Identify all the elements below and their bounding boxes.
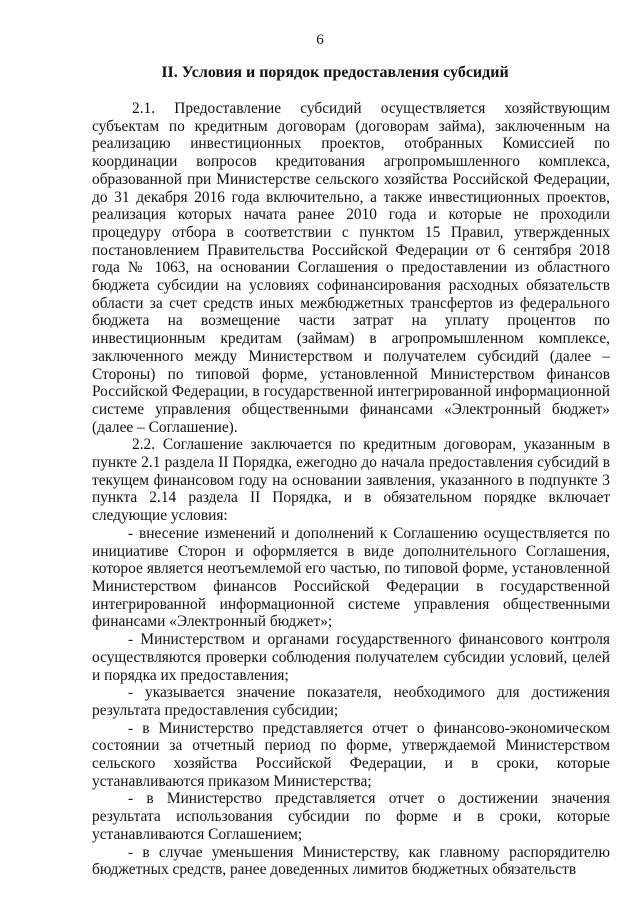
paragraph-clause-2-2: 2.2. Соглашение заключается по кредитным договорам, указанным в пункте 2.1 раздела II Порядка, ежегодно до начала предоставления субсидий в текущем финансовом году на основании заявления, указанного в подпункте 3 пункта 2.14 раздела II Порядка, и в обязательном порядке включает следующие условия: (92, 436, 610, 525)
list-item: - в случае уменьшения Министерству, как главному распорядителю бюджетных средств, ранее доведенных лимитов бюджетных обязательств (92, 843, 610, 879)
section-title: II. Условия и порядок предоставления субсидий (161, 64, 509, 81)
list-item: - Министерством и органами государственного финансового контроля осуществляются проверки соблюдения получателем субсидии условий, целей и порядка их предоставления; (92, 631, 610, 684)
paragraph-clause-2-1: 2.1. Предоставление субсидий осуществляется хозяйствующим субъектам по кредитным договорам (договорам займа), заключенным на реализацию инвестиционных проектов, отобранных Комиссией по координации вопросов кредитования агропромышленного комплекса, образованной при Министерстве сельского хозяйства Российской Федерации, до 31 декабря 2016 года включительно, а также инвестиционных проектов, реализация которых начата ранее 2010 года и которые не проходили процедуру отбора в соответствии с пунктом 15 Правил, утвержденных постановлением Правительства Российской Федерации от 6 сентября 2018 года № 1063, на основании Соглашения о предоставлении из областного бюджета субсидии на условиях софинансирования расходных обязательств области за счет средств иных межбюджетных трансфертов из федерального бюджета на возмещение части затрат на уплату процентов по инвестиционным кредитам (займам) в агропромышленном комплексе, заключенного между Министерством и получателем субсидий (далее – Стороны) по типовой форме, установленной Министерством финансов Российской Федерации, в государственной интегрированной информационной системе управления общественными финансами «Электронный бюджет» (далее – Соглашение). (92, 100, 610, 436)
section-body (92, 100, 610, 879)
list-item: - внесение изменений и дополнений к Соглашению осуществляется по инициативе Сторон и оформляется в виде дополнительного Соглашения, которое является неотъемлемой его частью, по типовой форме, установленной Министерством финансов Российской Федерации в государственной интегрированной информационной системе управления общественными финансами «Электронный бюджет»; (92, 524, 610, 631)
page-number: 6 (316, 32, 324, 48)
list-item: - в Министерство представляется отчет о финансово-экономическом состоянии за отчетный период по форме, утверждаемой Министерством сельского хозяйства Российской Федерации, и в сроки, которые устанавливаются приказом Министерства; (92, 719, 610, 790)
list-item: - в Министерство представляется отчет о достижении значения результата использования субсидии по форме и в сроки, которые устанавливаются Соглашением; (92, 790, 610, 843)
list-item: - указывается значение показателя, необходимого для достижения результата предоставления субсидии; (92, 684, 610, 719)
